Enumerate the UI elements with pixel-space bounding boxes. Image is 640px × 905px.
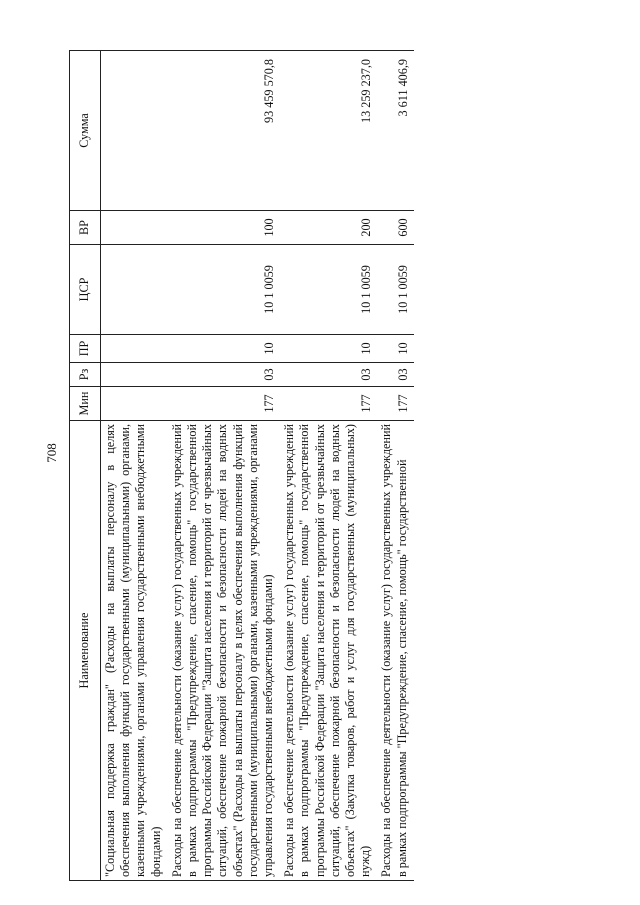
row-pr: 10 [280, 335, 377, 363]
row-sum [101, 51, 168, 211]
row-name: "Социальная поддержка граждан" (Расходы на выплаты персоналу в целях обеспечения выполнения функций государственными (муниципальными) органами, казенными учреждениями, органами управления государственными внебюджетными фондами) [101, 421, 168, 881]
row-pr: 10 [377, 335, 413, 363]
table-header-row [70, 51, 101, 881]
row-vr [101, 211, 168, 245]
row-min: 177 [280, 387, 377, 421]
page-number-text: 708 [44, 443, 59, 463]
row-name: Расходы на обеспечение деятельности (оказание услуг) государственных учреждений в рамках подпрограммы "Предупреждение, спасение, помощь" государственной программы Российской Федерации "Защита населения и территорий от чрезвычайных ситуаций, обеспечение пожарной безопасности и безопасности людей на водных объектах" (Расходы на выплаты персоналу в целях обеспечения выполнения функций государственными (муниципальными) органами, казенными учреждениями, органами управления государственными внебюджетными фондами) [168, 421, 280, 881]
header-vr: ВР [70, 211, 101, 245]
page-number [40, 438, 64, 468]
row-sum: 13 259 237,0 [280, 51, 377, 211]
row-csr: 10 1 0059 [168, 245, 280, 335]
header-sum: Сумма [70, 51, 101, 211]
row-rz: 03 [168, 363, 280, 387]
row-min: 177 [168, 387, 280, 421]
header-pr: ПР [70, 335, 101, 363]
header-min: Мин [70, 387, 101, 421]
row-rz: 03 [280, 363, 377, 387]
row-vr: 200 [280, 211, 377, 245]
table-row [168, 51, 280, 881]
table-row [101, 51, 168, 881]
row-vr: 100 [168, 211, 280, 245]
header-name: Наименование [70, 421, 101, 881]
budget-table [69, 50, 414, 881]
row-name: Расходы на обеспечение деятельности (оказание услуг) государственных учреждений в рамках подпрограммы "Предупреждение, спасение, помощь" государственной программы Российской Федерации "Защита населения и территорий от чрезвычайных ситуаций, обеспечение пожарной безопасности и безопасности людей на водных объектах" (Закупка товаров, работ и услуг для государственных (муниципальных) нужд) [280, 421, 377, 881]
row-sum: 93 459 570,8 [168, 51, 280, 211]
row-csr: 10 1 0059 [377, 245, 413, 335]
row-csr: 10 1 0059 [280, 245, 377, 335]
row-pr [101, 335, 168, 363]
row-rz [101, 363, 168, 387]
table-row [280, 51, 377, 881]
row-sum: 3 611 406,9 [377, 51, 413, 211]
row-vr: 600 [377, 211, 413, 245]
header-csr: ЦСР [70, 245, 101, 335]
header-rz: Рз [70, 363, 101, 387]
budget-table-container [69, 51, 584, 881]
row-name: Расходы на обеспечение деятельности (оказание услуг) государственных учреждений в рамках подпрограммы "Предупреждение, спасение, помощь" государственной [377, 421, 413, 881]
row-rz: 03 [377, 363, 413, 387]
table-row [377, 51, 413, 881]
row-min [101, 387, 168, 421]
row-pr: 10 [168, 335, 280, 363]
row-csr [101, 245, 168, 335]
row-min: 177 [377, 387, 413, 421]
